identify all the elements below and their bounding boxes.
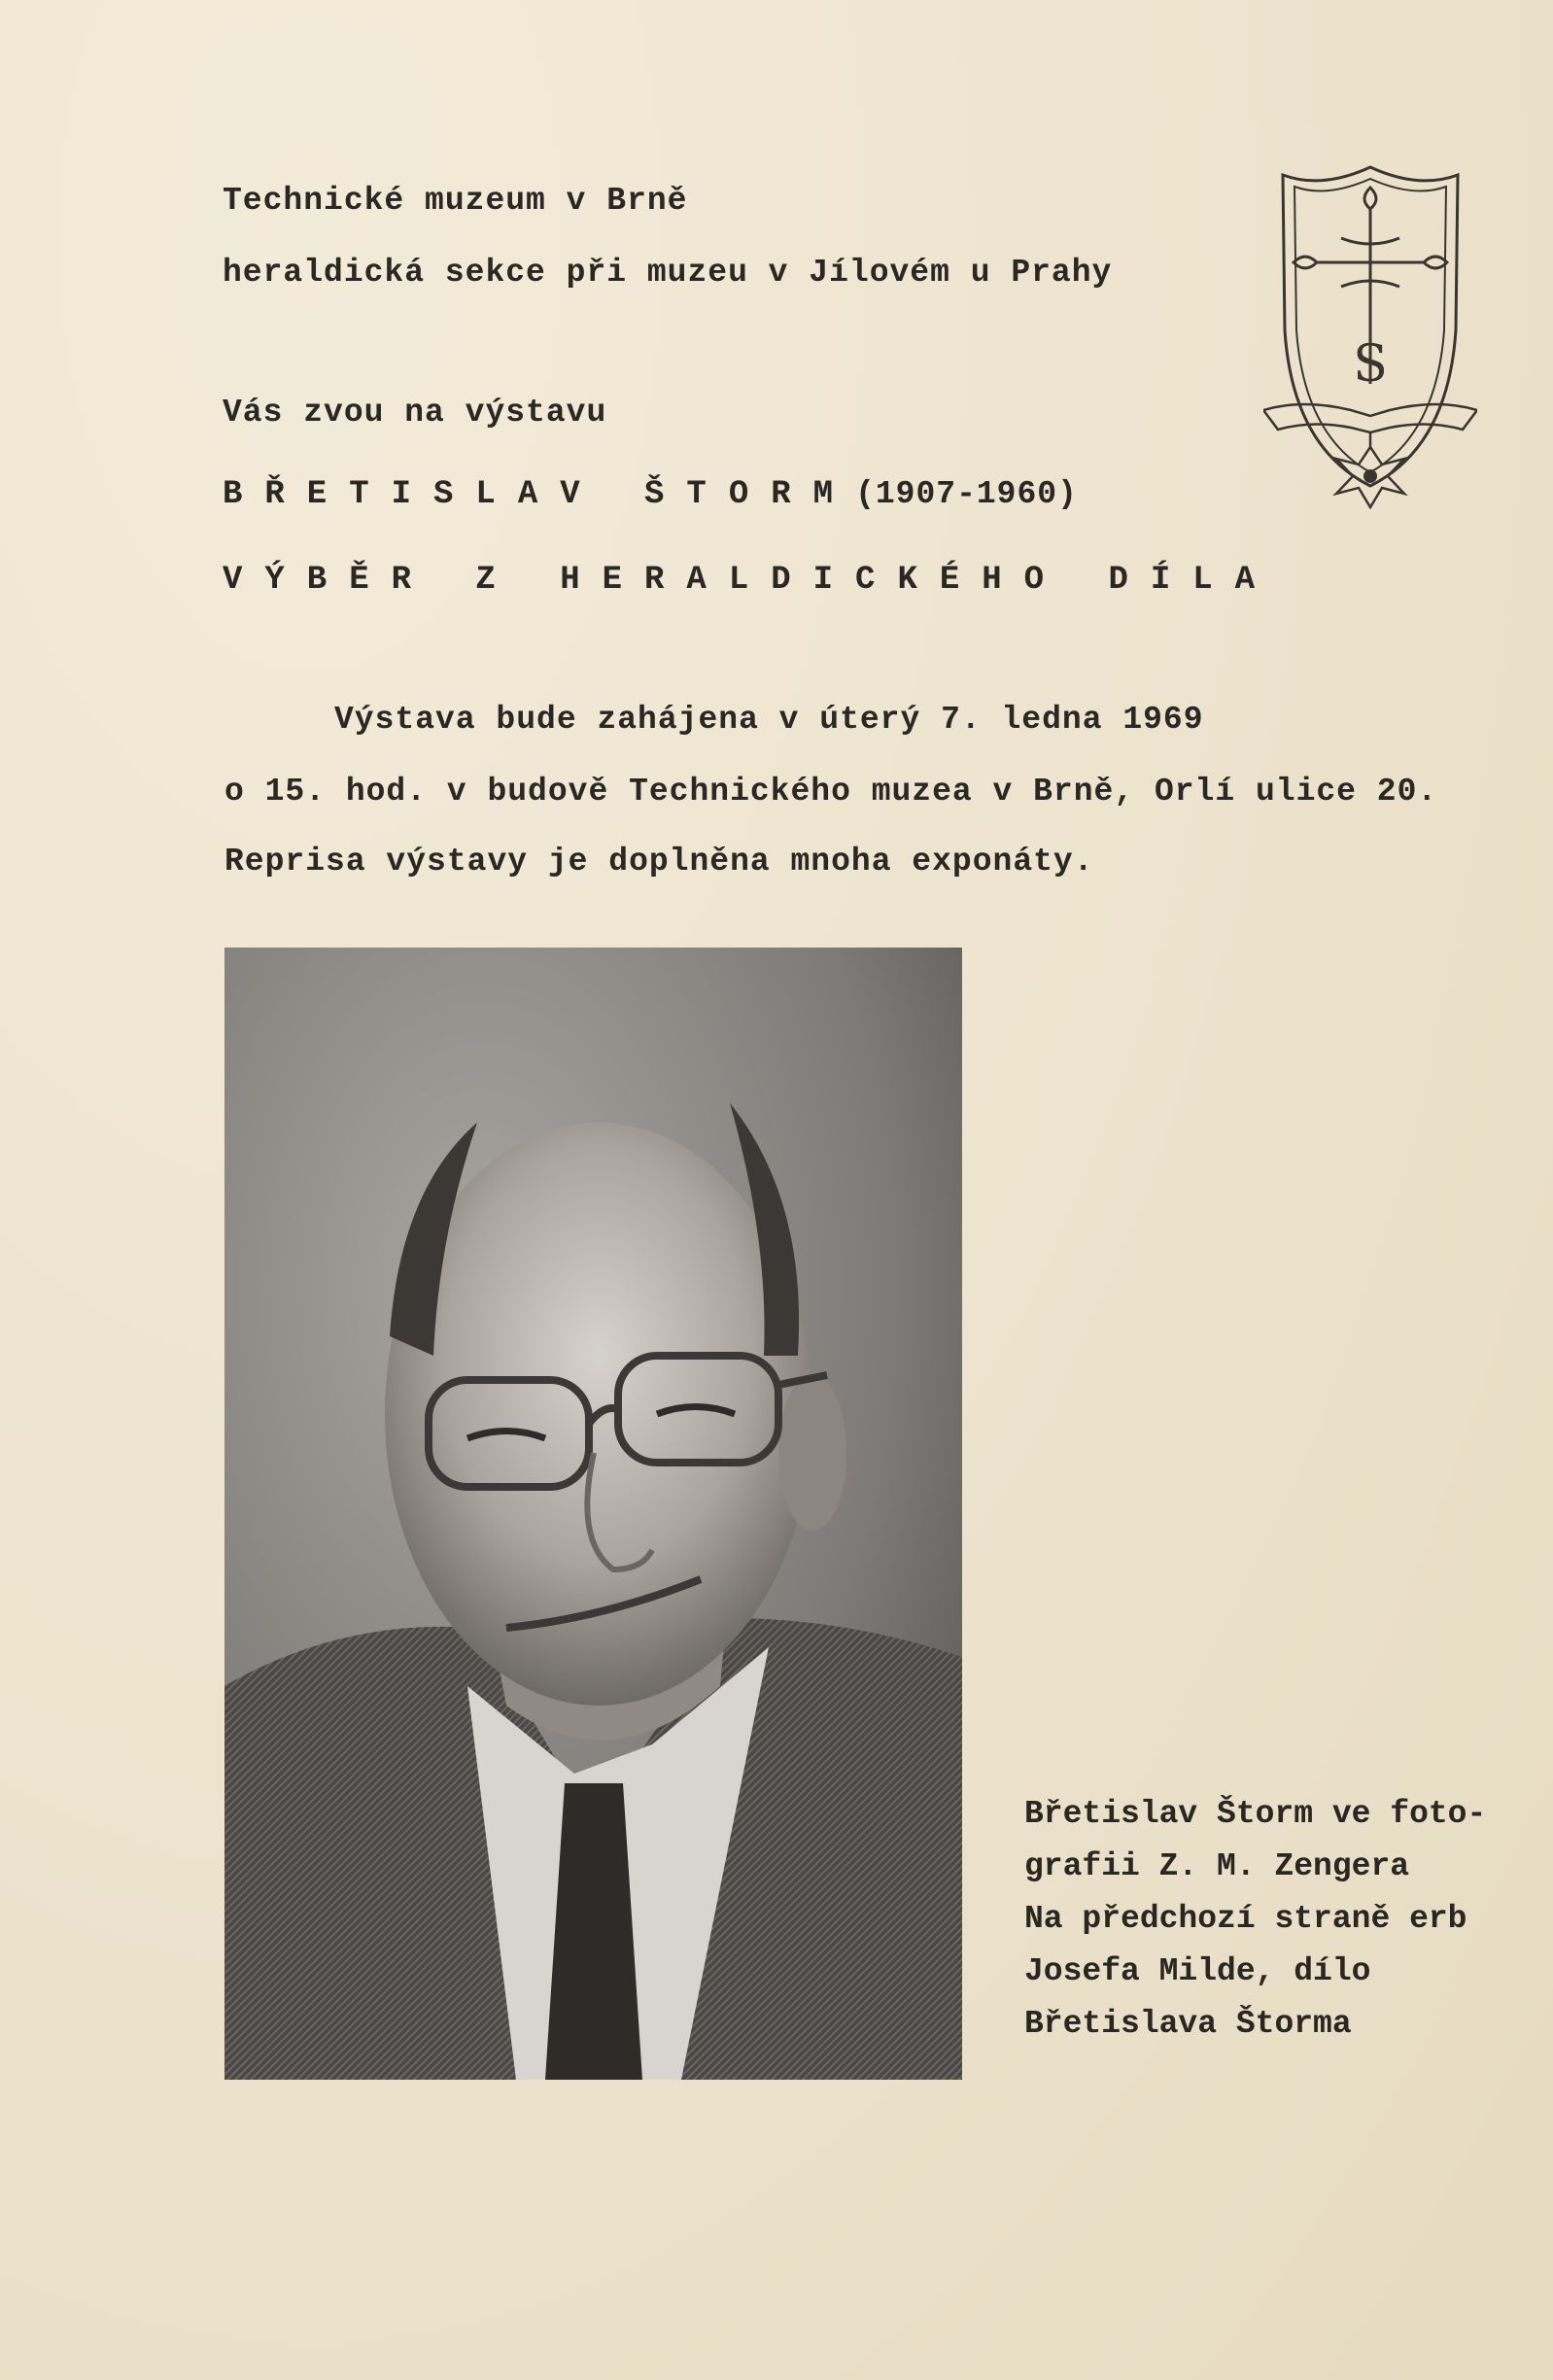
caption-line: grafii Z. M. Zengera xyxy=(1024,1848,1410,1884)
exhibition-name: BŘETISLAV ŠTORM xyxy=(223,476,856,513)
body-line-1: Výstava bude zahájena v úterý 7. ledna 1969 xyxy=(334,702,1204,738)
exhibition-subtitle: VÝBĚR Z HERALDICKÉHO DÍLA xyxy=(223,562,1278,599)
photo-caption xyxy=(1024,1788,1486,2051)
invite-text: Vás zvou na výstavu xyxy=(223,395,607,431)
header-section: heraldická sekce při muzeu v Jílovém u Prahy xyxy=(223,255,1113,291)
caption-line: Břetislav Štorm ve foto- xyxy=(1024,1796,1487,1832)
header-museum: Technické muzeum v Brně xyxy=(223,183,688,219)
exhibition-years: (1907-1960) xyxy=(855,476,1078,512)
body-line-2: o 15. hod. v budově Technického muzea v Brně, Orlí ulice 20. xyxy=(224,774,1438,810)
emblem-monogram: S xyxy=(1353,335,1388,394)
caption-line: Na předchozí straně erb xyxy=(1024,1901,1467,1937)
caption-line: Břetislava Štorma xyxy=(1024,2006,1352,2042)
body-line-3: Reprisa výstavy je doplněna mnoha exponáty. xyxy=(224,844,1094,880)
caption-line: Josefa Milde, dílo xyxy=(1024,1953,1371,1989)
title-block xyxy=(223,476,1078,513)
portrait-photo xyxy=(224,948,962,2080)
heraldic-shield-emblem xyxy=(1263,155,1477,515)
